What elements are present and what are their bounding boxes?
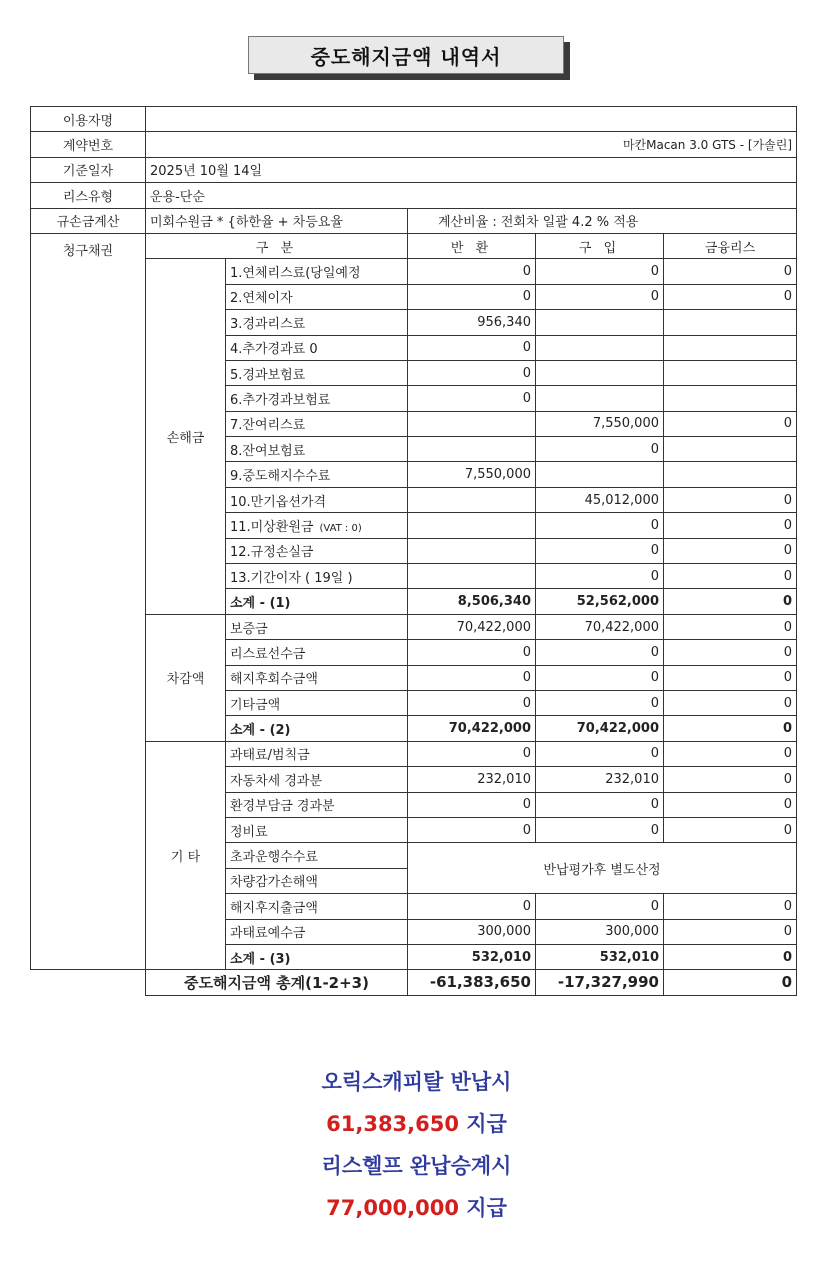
row-label: 과태료/범칙금 xyxy=(226,741,408,766)
purchase-value: 0 xyxy=(536,284,664,309)
row-label: 3.경과리스료 xyxy=(226,310,408,335)
return-value: 0 xyxy=(408,360,536,385)
row-label: 2.연체이자 xyxy=(226,284,408,309)
lease-type-label: 리스유형 xyxy=(31,183,146,208)
total-spacer xyxy=(31,970,146,995)
row-label: 5.경과보험료 xyxy=(226,360,408,385)
footer-line-1: 오릭스캐피탈 반납시 xyxy=(321,1070,512,1094)
finance-value: 0 xyxy=(664,284,797,309)
row-label: 정비료 xyxy=(226,817,408,842)
table-row xyxy=(31,259,797,284)
purchase-value: 0 xyxy=(536,513,664,538)
row-label: 4.추가경과료 0 xyxy=(226,335,408,360)
claims-label: 청구채권 xyxy=(31,233,146,969)
row-label: 소계 - (2) xyxy=(226,716,408,741)
finance-value: 0 xyxy=(664,944,797,969)
purchase-value: 52,562,000 xyxy=(536,589,664,614)
return-value: 0 xyxy=(408,690,536,715)
finance-value: 0 xyxy=(664,614,797,639)
purchase-value: 45,012,000 xyxy=(536,487,664,512)
return-value: 0 xyxy=(408,640,536,665)
row-label: 초과운행수수료 xyxy=(226,843,408,868)
purchase-value: 0 xyxy=(536,894,664,919)
purchase-value xyxy=(536,360,664,385)
return-value xyxy=(408,538,536,563)
finance-value xyxy=(664,360,797,385)
row-contract xyxy=(31,132,797,157)
purchase-value xyxy=(536,335,664,360)
purchase-value: 0 xyxy=(536,538,664,563)
return-value: 956,340 xyxy=(408,310,536,335)
footer-amount-1: 61,383,650 xyxy=(326,1112,459,1136)
purchase-value: 0 xyxy=(536,792,664,817)
total-return: -61,383,650 xyxy=(408,970,536,995)
finance-value: 0 xyxy=(664,792,797,817)
finance-value: 0 xyxy=(664,487,797,512)
row-label: 과태료예수금 xyxy=(226,919,408,944)
table-row xyxy=(31,614,797,639)
return-value: 0 xyxy=(408,817,536,842)
settlement-table xyxy=(30,106,797,996)
row-label: 환경부담금 경과분 xyxy=(226,792,408,817)
row-label: 12.규정손실금 xyxy=(226,538,408,563)
return-value: 0 xyxy=(408,284,536,309)
purchase-value: 7,550,000 xyxy=(536,411,664,436)
row-label-cell xyxy=(226,513,408,538)
contract-label: 계약번호 xyxy=(31,132,146,157)
table-row xyxy=(31,741,797,766)
return-value xyxy=(408,411,536,436)
footer-line-3: 리스헬프 완납승계시 xyxy=(321,1154,512,1178)
purchase-value: 0 xyxy=(536,690,664,715)
return-value: 0 xyxy=(408,792,536,817)
finance-value: 0 xyxy=(664,259,797,284)
return-value: 0 xyxy=(408,665,536,690)
return-value: 0 xyxy=(408,259,536,284)
return-value: 0 xyxy=(408,894,536,919)
row-label: 1.연체리스료(당일예정 xyxy=(226,259,408,284)
return-value: 300,000 xyxy=(408,919,536,944)
calc-ratio: 계산비율 : 전회차 일괄 4.2 % 적용 xyxy=(408,208,797,233)
finance-value: 0 xyxy=(664,589,797,614)
row-label: 7.잔여리스료 xyxy=(226,411,408,436)
header-category: 구 분 xyxy=(146,233,408,258)
merged-note: 반납평가후 별도산정 xyxy=(408,843,797,894)
purchase-value xyxy=(536,310,664,335)
purchase-value: 0 xyxy=(536,817,664,842)
purchase-value: 232,010 xyxy=(536,767,664,792)
row-label: 소계 - (1) xyxy=(226,589,408,614)
finance-value: 0 xyxy=(664,538,797,563)
row-calc xyxy=(31,208,797,233)
header-purchase: 구 입 xyxy=(536,233,664,258)
purchase-value xyxy=(536,462,664,487)
return-value: 70,422,000 xyxy=(408,716,536,741)
finance-value: 0 xyxy=(664,894,797,919)
row-label: 리스료선수금 xyxy=(226,640,408,665)
user-label: 이용자명 xyxy=(31,107,146,132)
finance-value: 0 xyxy=(664,564,797,589)
row-label: 자동차세 경과분 xyxy=(226,767,408,792)
document-title: 중도해지금액 내역서 xyxy=(248,36,564,74)
footer-line-2 xyxy=(0,1108,833,1138)
row-label: 6.추가경과보험료 xyxy=(226,386,408,411)
header-return: 반 환 xyxy=(408,233,536,258)
calc-formula: 미회수원금 * {하한율 + 차등요율 xyxy=(146,208,408,233)
purchase-value: 0 xyxy=(536,259,664,284)
group-deduction: 차감액 xyxy=(146,614,226,741)
finance-value xyxy=(664,386,797,411)
return-value: 7,550,000 xyxy=(408,462,536,487)
finance-value: 0 xyxy=(664,919,797,944)
purchase-value: 532,010 xyxy=(536,944,664,969)
calc-label: 규손금계산 xyxy=(31,208,146,233)
finance-value: 0 xyxy=(664,640,797,665)
finance-value: 0 xyxy=(664,411,797,436)
date-label: 기준일자 xyxy=(31,157,146,182)
total-finance: 0 xyxy=(664,970,797,995)
contract-vehicle: 마칸Macan 3.0 GTS - [가솔린] xyxy=(146,132,797,157)
return-value xyxy=(408,564,536,589)
row-label: 9.중도해지수수료 xyxy=(226,462,408,487)
title-block xyxy=(248,36,570,80)
purchase-value: 0 xyxy=(536,640,664,665)
row-date xyxy=(31,157,797,182)
return-value xyxy=(408,487,536,512)
row-label: 13.기간이자 ( 19일 ) xyxy=(226,564,408,589)
return-value: 70,422,000 xyxy=(408,614,536,639)
finance-value: 0 xyxy=(664,767,797,792)
return-value: 8,506,340 xyxy=(408,589,536,614)
footer-amount-2: 77,000,000 xyxy=(326,1196,459,1220)
row-lease-type xyxy=(31,183,797,208)
footer-suffix-1: 지급 xyxy=(466,1112,507,1136)
row-label: 10.만기옵션가격 xyxy=(226,487,408,512)
finance-value xyxy=(664,437,797,462)
return-value: 0 xyxy=(408,741,536,766)
header-finance: 금융리스 xyxy=(664,233,797,258)
finance-value: 0 xyxy=(664,513,797,538)
purchase-value: 0 xyxy=(536,665,664,690)
row-label: 해지후지출금액 xyxy=(226,894,408,919)
finance-value: 0 xyxy=(664,690,797,715)
row-label: 해지후회수금액 xyxy=(226,665,408,690)
row-label: 소계 - (3) xyxy=(226,944,408,969)
return-value: 232,010 xyxy=(408,767,536,792)
lease-type-value: 운용-단순 xyxy=(146,183,797,208)
purchase-value xyxy=(536,386,664,411)
row-user xyxy=(31,107,797,132)
return-value: 0 xyxy=(408,386,536,411)
finance-value: 0 xyxy=(664,665,797,690)
finance-value xyxy=(664,462,797,487)
purchase-value: 70,422,000 xyxy=(536,716,664,741)
user-value xyxy=(146,107,797,132)
purchase-value: 300,000 xyxy=(536,919,664,944)
return-value: 0 xyxy=(408,335,536,360)
purchase-value: 0 xyxy=(536,741,664,766)
return-value xyxy=(408,513,536,538)
purchase-value: 0 xyxy=(536,564,664,589)
date-value: 2025년 10월 14일 xyxy=(146,157,797,182)
total-row xyxy=(31,970,797,995)
row-label: 기타금액 xyxy=(226,690,408,715)
row-label: 보증금 xyxy=(226,614,408,639)
return-value xyxy=(408,437,536,462)
finance-value xyxy=(664,310,797,335)
footer-suffix-2: 지급 xyxy=(466,1196,507,1220)
return-value: 532,010 xyxy=(408,944,536,969)
finance-value xyxy=(664,335,797,360)
group-damages: 손해금 xyxy=(146,259,226,614)
row-label: 차량감가손해액 xyxy=(226,868,408,893)
finance-value: 0 xyxy=(664,817,797,842)
purchase-value: 70,422,000 xyxy=(536,614,664,639)
group-etc: 기 타 xyxy=(146,741,226,970)
purchase-value: 0 xyxy=(536,437,664,462)
footer-line-4 xyxy=(0,1192,833,1222)
row-label: 11.미상환원금 xyxy=(230,519,314,535)
finance-value: 0 xyxy=(664,741,797,766)
total-label: 중도해지금액 총계(1-2+3) xyxy=(146,970,408,995)
row-headers xyxy=(31,233,797,258)
finance-value: 0 xyxy=(664,716,797,741)
total-purchase: -17,327,990 xyxy=(536,970,664,995)
row-label: 8.잔여보험료 xyxy=(226,437,408,462)
row-label-note: (VAT : 0) xyxy=(319,522,362,534)
